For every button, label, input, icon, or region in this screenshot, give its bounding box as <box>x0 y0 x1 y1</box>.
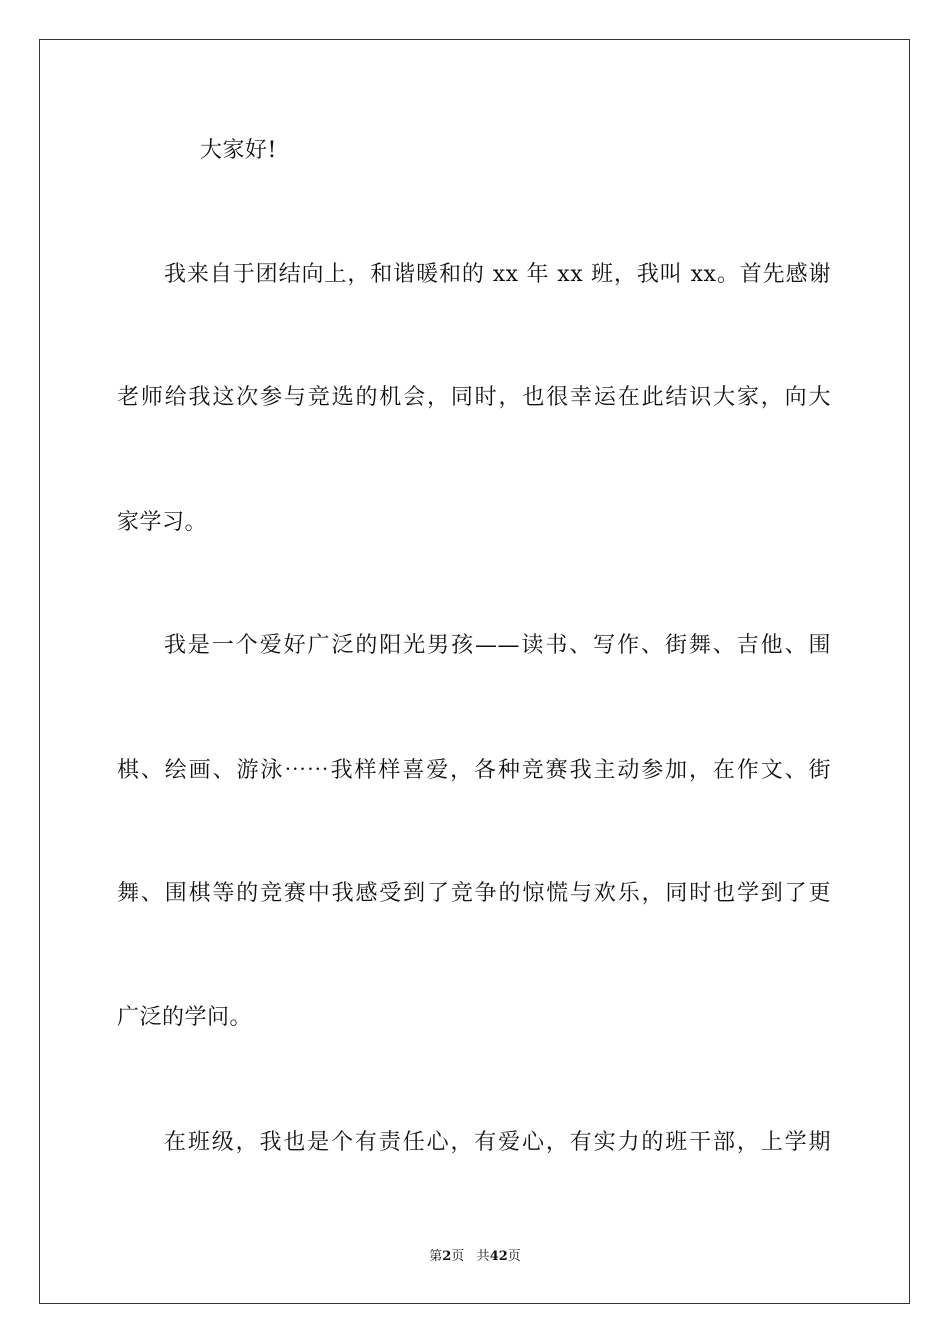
paragraph-line: 我是一个爱好广泛的阳光男孩——读书、写作、街舞、吉他、围 <box>164 633 831 658</box>
total-prefix: 共 <box>476 1249 490 1264</box>
greeting-line: 大家好! <box>200 138 277 163</box>
paragraph-line: 我来自于团结向上，和谐暖和的 xx 年 xx 班，我叫 xx。首先感谢 <box>164 262 831 287</box>
page-border <box>39 39 910 1304</box>
paragraph-line: 在班级，我也是个有责任心，有爱心，有实力的班干部，上学期 <box>164 1130 831 1155</box>
paragraph-line: 老师给我这次参与竞选的机会，同时，也很幸运在此结识大家，向大 <box>117 385 831 410</box>
paragraph-line: 舞、围棋等的竞赛中我感受到了竞争的惊慌与欢乐，同时也学到了更 <box>117 881 831 906</box>
total-pages-number: 42 <box>489 1249 508 1264</box>
paragraph-line: 棋、绘画、游泳⋯⋯我样样喜爱，各种竞赛我主动参加，在作文、街 <box>117 758 831 783</box>
paragraph-line: 广泛的学问。 <box>117 1005 253 1030</box>
page-prefix: 第 <box>429 1249 443 1264</box>
total-suffix: 页 <box>507 1249 521 1264</box>
current-page-number: 2 <box>442 1249 452 1264</box>
page-footer <box>0 1248 950 1266</box>
page-suffix: 页 <box>451 1249 465 1264</box>
paragraph-line: 家学习。 <box>117 510 208 535</box>
